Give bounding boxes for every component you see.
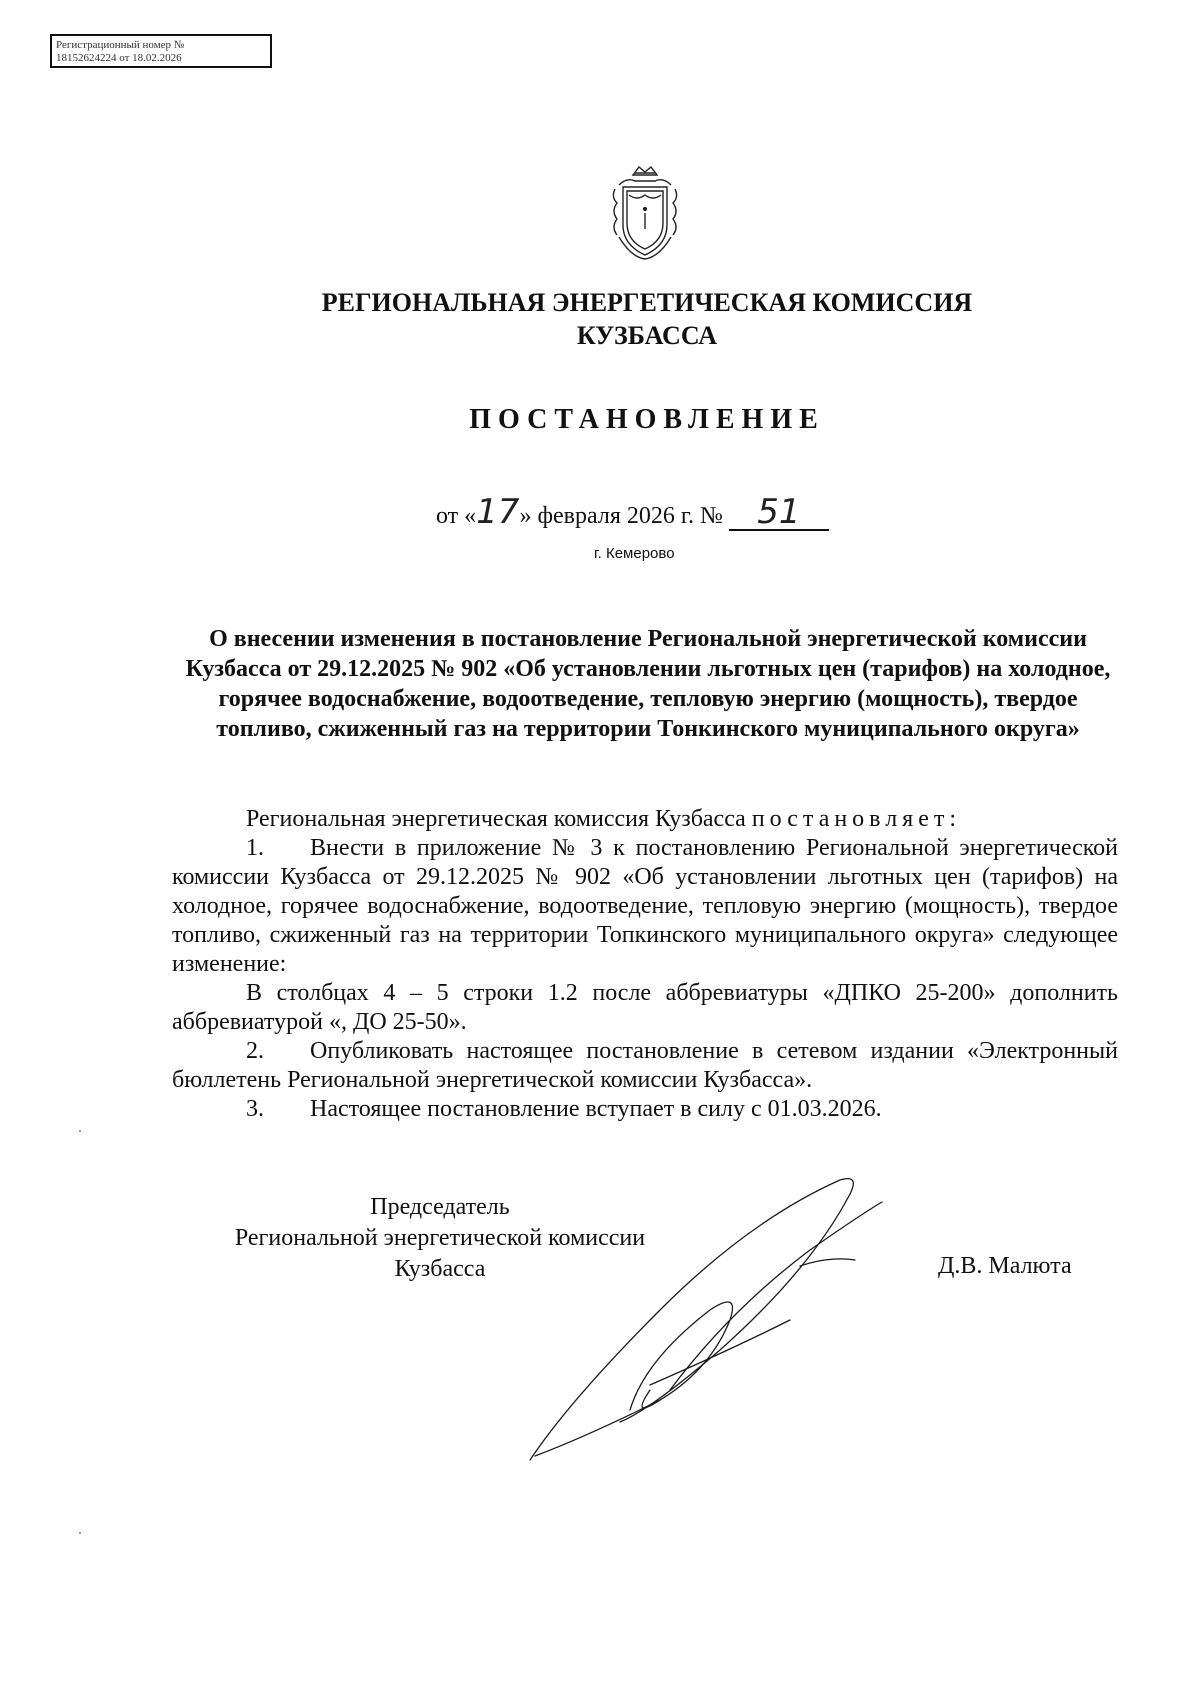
- item-2-number: 2.: [246, 1038, 264, 1064]
- registration-line-2: 18152624224 от 18.02.2026: [56, 52, 182, 64]
- item-1: [172, 834, 1118, 979]
- item-2: [172, 1037, 1118, 1095]
- signature-icon: [510, 1160, 970, 1480]
- signer-name: Д.В. Малюта: [938, 1253, 1072, 1279]
- item-3-text: Настоящее постановление вступает в силу с 01.03.2026.: [310, 1096, 882, 1122]
- date-line: [436, 492, 829, 532]
- registration-line-1: Регистрационный номер №: [56, 39, 185, 51]
- organization-name-line-1: РЕГИОНАЛЬНАЯ ЭНЕРГЕТИЧЕСКАЯ КОМИССИЯ: [321, 288, 973, 317]
- intro-paragraph: [172, 805, 1118, 834]
- date-prefix: от «: [436, 503, 477, 529]
- document-number: 51: [757, 492, 801, 532]
- kuzbass-coat-of-arms-icon: [605, 163, 685, 263]
- document-title: О внесении изменения в постановление Региональной энергетической комиссии Кузбасса от 29.12.2025 № 902 «Об установлении льготных цен (тарифов) на холодное, горячее водоснабжение, водоотведение, тепловую энергию (мощность), твердое топливо, сжиженный газ на территории Тонкинского муниципального округа»: [185, 626, 1111, 742]
- organization-name: [0, 286, 1200, 352]
- signer-line-1: Председатель: [370, 1194, 510, 1220]
- document-type: ПОСТАНОВЛЕНИЕ: [469, 404, 825, 435]
- organization-name-line-2: КУЗБАССА: [576, 321, 718, 350]
- signer-line-3: Кузбасса: [394, 1256, 486, 1282]
- item-3: [172, 1095, 1118, 1124]
- signer-line-2: Региональной энергетической комиссии: [234, 1225, 646, 1251]
- city: г. Кемерово: [594, 545, 675, 562]
- date-middle: » февраля 2026 г. №: [519, 503, 723, 529]
- scan-dot: [79, 1532, 81, 1534]
- registration-stamp: [50, 34, 272, 68]
- intro-lead: Региональная энергетическая комиссия Кузбасса: [246, 806, 746, 832]
- document-number-field: [729, 492, 829, 532]
- item-1-change: [172, 979, 1118, 1037]
- date-day: 17: [476, 492, 520, 532]
- document-body: [172, 805, 1118, 1124]
- item-3-number: 3.: [246, 1096, 264, 1122]
- item-1-number: 1.: [246, 835, 264, 861]
- item-2-text: Опубликовать настоящее постановление в сетевом издании «Электронный бюллетень Региональной энергетической комиссии Кузбасса».: [172, 1038, 1118, 1093]
- item-1-change-text: В столбцах 4 – 5 строки 1.2 после аббревиатуры «ДПКО 25-200» дополнить аббревиатурой «, ДО 25-50».: [172, 980, 1118, 1035]
- item-1-text: Внести в приложение № 3 к постановлению Региональной энергетической комиссии Кузбасса от 29.12.2025 № 902 «Об установлении льготных цен (тарифов) на холодное, горячее водоснабжение, водоотведение, тепловую энергию (мощность), твердое топливо, сжиженный газ на территории Топкинского муниципального округа» следующее изменение:: [172, 835, 1118, 977]
- scan-dot: [79, 1130, 81, 1132]
- intro-spaced: постановляет:: [751, 806, 962, 832]
